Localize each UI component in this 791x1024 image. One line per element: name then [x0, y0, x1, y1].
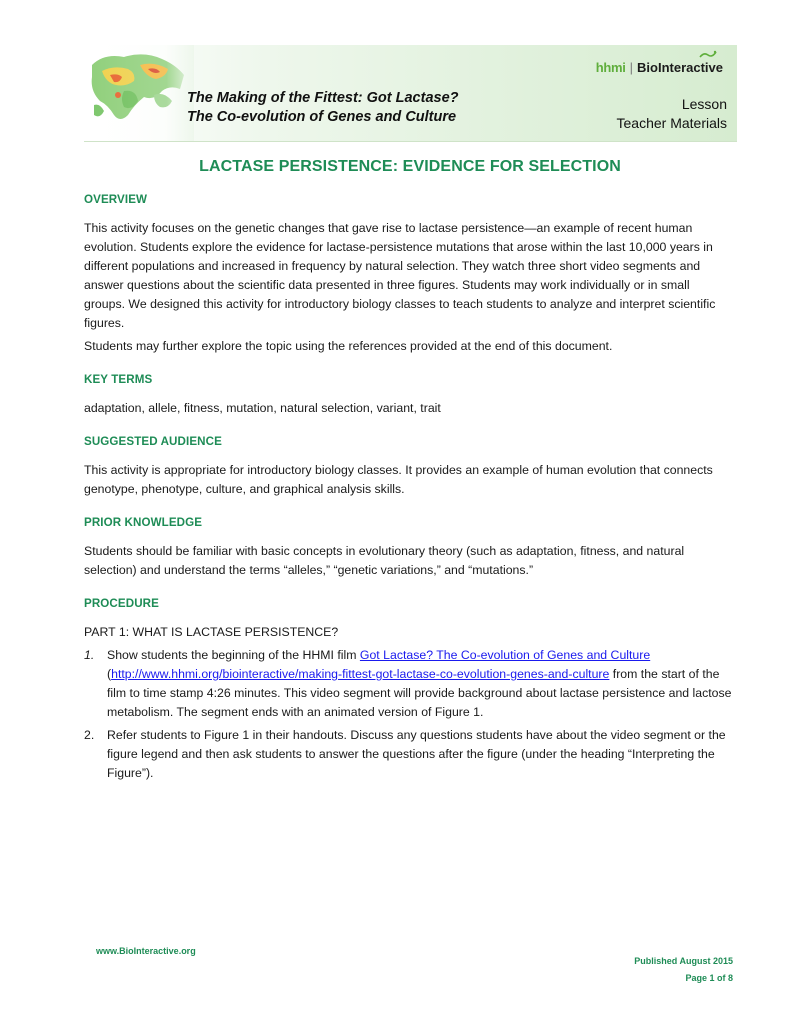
item-number: 2.	[84, 728, 95, 742]
item-2-text: Refer students to Figure 1 in their handouts. Discuss any questions students have about the video segment or the figure legend and then ask students to answer the questions after the figure (under the heading “Interpreting the Figure”).	[107, 728, 726, 780]
published-date: Published August 2015	[634, 956, 733, 966]
procedure-list	[84, 646, 734, 783]
item-number: 1.	[84, 648, 95, 662]
page-number: Page 1 of 8	[685, 973, 733, 983]
logo-biointeractive-text: BioInteractive	[637, 59, 723, 75]
lesson-label: Lesson	[681, 96, 727, 112]
footer-website-link[interactable]: www.BioInteractive.org	[96, 946, 196, 956]
prior-knowledge-text: Students should be familiar with basic concepts in evolutionary theory (such as adaptation, fitness, and natural selection) and understand the terms “alleles,” “genetic variations,” and “mutations.”	[84, 544, 685, 577]
overview-heading: OVERVIEW	[84, 193, 148, 206]
procedure-part-title: PART 1: WHAT IS LACTASE PERSISTENCE?	[84, 625, 339, 639]
procedure-item-2	[84, 726, 734, 783]
overview-paragraph-2: Students may further explore the topic using the references provided at the end of this document.	[84, 339, 613, 353]
paren-open: (	[107, 667, 112, 681]
header-title-line1: The Making of the Fittest: Got Lactase?	[187, 90, 459, 106]
footer-info	[634, 953, 733, 987]
key-terms-heading: KEY TERMS	[84, 373, 153, 386]
main-content	[84, 190, 734, 787]
item-1-details-text: from the start of the film to time stamp 4:26 minutes. This video segment will provide background about lactase persistence and lactose metabolism. The segment ends with an animated version of Figure 1.	[107, 667, 732, 719]
lizard-logo-icon	[699, 49, 717, 61]
teacher-materials-label: Teacher Materials	[616, 115, 727, 131]
header-title	[187, 89, 459, 127]
header-title-line2: The Co-evolution of Genes and Culture	[187, 109, 457, 125]
world-map-image	[84, 45, 194, 141]
film-title-link[interactable]: Got Lactase? The Co-evolution of Genes and Culture	[359, 648, 651, 662]
key-terms-text: adaptation, allele, fitness, mutation, natural selection, variant, trait	[84, 401, 441, 415]
logo-separator: |	[629, 59, 634, 75]
item-1-intro-text: Show students the beginning of the HHMI film	[107, 648, 360, 662]
hhmi-biointeractive-logo[interactable]	[596, 55, 723, 79]
header-banner	[84, 45, 737, 142]
procedure-heading: PROCEDURE	[84, 597, 159, 610]
logo-hhmi-text: hhmi	[595, 59, 626, 75]
header-lesson-info	[617, 95, 728, 133]
overview-paragraph-1: This activity focuses on the genetic changes that gave rise to lactase persistence—an example of recent human evolution. Students explore the evidence for lactase-persistence mutations that arose within the last 10,000 years in different populations and increased in frequency by natural selection. They watch three short video segments and answer questions about the scientific data presented in three figures. Students may work individually or in small groups. We designed this activity for introductory biology classes to teach students to analyze and interpret scientific figures.	[84, 221, 716, 330]
film-url-link[interactable]: http://www.hhmi.org/biointeractive/making-fittest-got-lactase-co-evolution-genes-and-culture	[111, 667, 610, 681]
audience-heading: SUGGESTED AUDIENCE	[84, 435, 222, 448]
audience-text: This activity is appropriate for introductory biology classes. It provides an example of human evolution that connects genotype, phenotype, culture, and graphical analysis skills.	[84, 463, 713, 496]
document-title: LACTASE PERSISTENCE: EVIDENCE FOR SELECTION	[199, 158, 621, 175]
prior-knowledge-heading: PRIOR KNOWLEDGE	[84, 516, 203, 529]
procedure-item-1	[84, 646, 734, 722]
